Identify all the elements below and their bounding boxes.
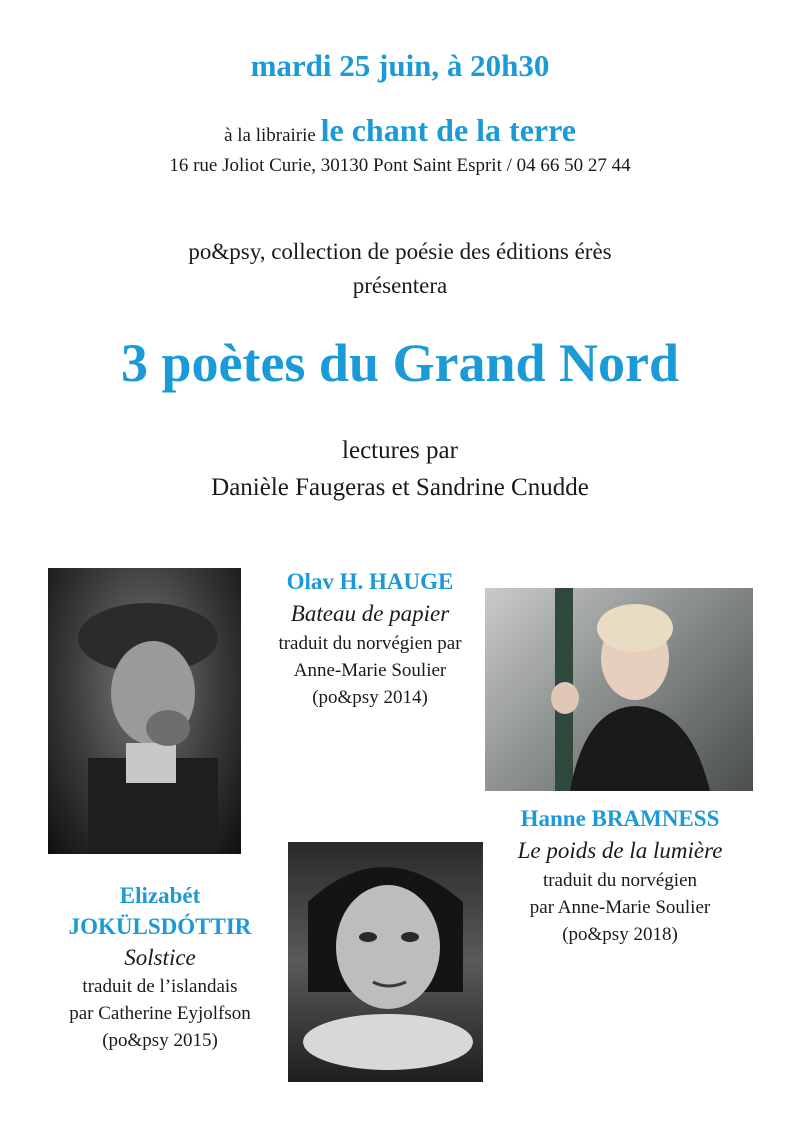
readers-names: Danièle Faugeras et Sandrine Cnudde (211, 474, 589, 501)
venue-address: 16 rue Joliot Curie, 30130 Pont Saint Esprit / 04 66 50 27 44 (169, 155, 631, 176)
author-block-hauge (240, 566, 500, 711)
translator: par Anne-Marie Soulier (529, 897, 711, 918)
author-block-jokulsdottir (30, 880, 290, 1054)
venue-prefix: à la librairie (224, 125, 316, 146)
edition-year: (po&psy 2014) (312, 687, 428, 708)
photo-hanne-bramness (485, 588, 753, 791)
book-title: Solstice (124, 945, 196, 970)
readings-info (0, 432, 800, 506)
readings-label: lectures par (342, 437, 458, 464)
publisher-intro (0, 235, 800, 303)
page-title: 3 poètes du Grand Nord (120, 333, 680, 393)
author-name: Hanne BRAMNESS (520, 806, 720, 831)
photo-elizabet-jokulsdottir (288, 842, 483, 1082)
photo-olav-hauge (48, 568, 241, 854)
translator: par Catherine Eyjolfson (69, 1003, 251, 1024)
author-block-bramness (470, 803, 770, 948)
translation-info: traduit du norvégien (542, 870, 698, 891)
translation-info: traduit de l’islandais (82, 976, 238, 997)
book-title: Le poids de la lumière (517, 838, 723, 863)
translator: Anne-Marie Soulier (293, 660, 447, 681)
translation-info: traduit du norvégien par (278, 633, 462, 654)
edition-year: (po&psy 2018) (562, 924, 678, 945)
venue-line (0, 112, 800, 149)
author-name: Olav H. HAUGE (286, 569, 454, 594)
venue-name: le chant de la terre (320, 112, 576, 148)
publisher-line: po&psy, collection de poésie des éditions érès (188, 239, 612, 264)
book-title: Bateau de papier (290, 601, 450, 626)
event-date: mardi 25 juin, à 20h30 (250, 48, 550, 83)
presents-line: présentera (352, 273, 448, 298)
author-first-name: Elizabét (119, 883, 201, 908)
author-last-name: JOKÜLSDÓTTIR (68, 914, 252, 939)
edition-year: (po&psy 2015) (102, 1030, 218, 1051)
